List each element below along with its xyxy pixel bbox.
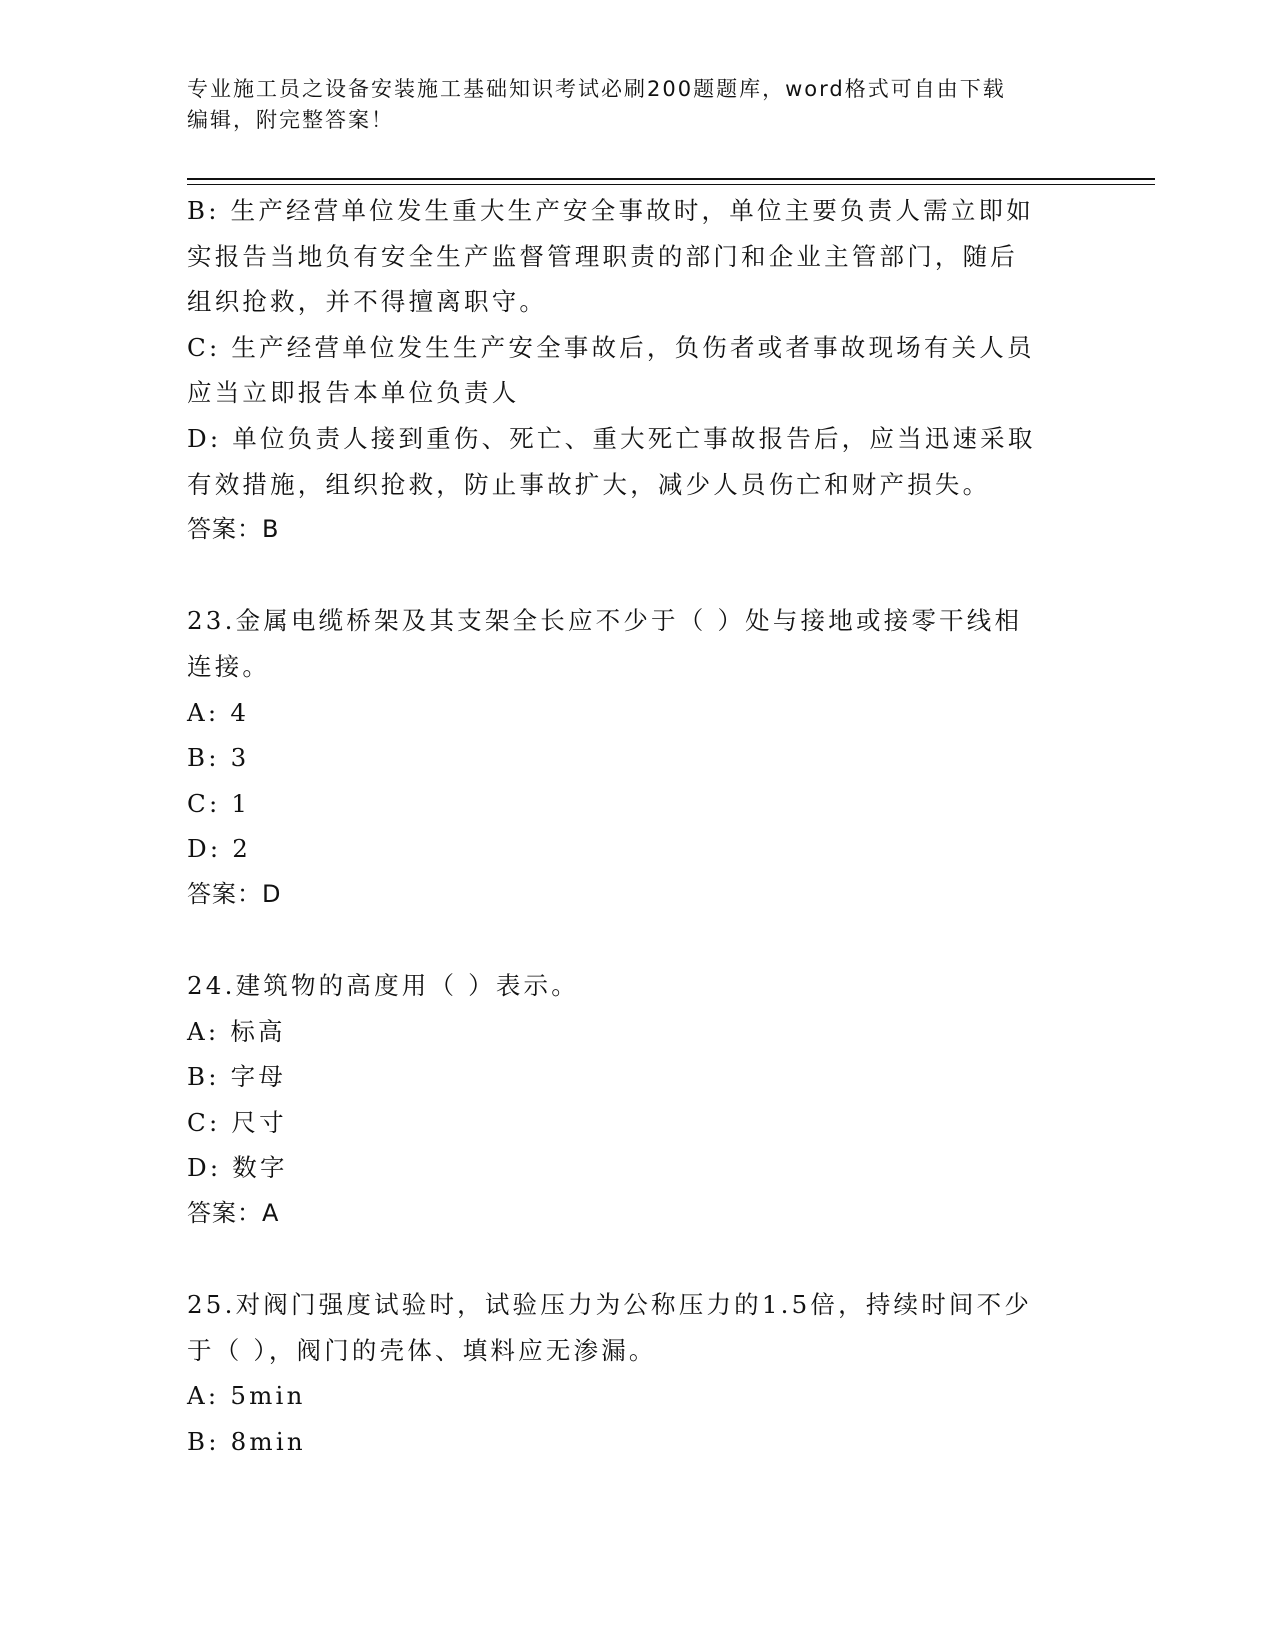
spacer xyxy=(187,918,1087,964)
q23-option-a: A: 4 xyxy=(187,697,250,727)
q22-answer: 答案：B xyxy=(187,515,280,544)
q23-option-d: D: 2 xyxy=(187,834,252,864)
q22-option-b-line-3: 组织抢救，并不得擅离职守。 xyxy=(187,287,548,317)
q24-stem-line-1: 24.建筑物的高度用（ ）表示。 xyxy=(187,971,579,1001)
q22-option-b-line-1: B: 生产经营单位发生重大生产安全事故时，单位主要负责人需立即如 xyxy=(187,196,1034,225)
q22-option-c-line-2: 应当立即报告本单位负责人 xyxy=(187,378,520,408)
q24-option-c: C: 尺寸 xyxy=(187,1107,287,1137)
q22-option-b-line-2: 实报告当地负有安全生产监督管理职责的部门和企业主管部门，随后 xyxy=(187,241,1018,271)
q22-option-c-line-1: C: 生产经营单位发生生产安全事故后，负伤者或者事故现场有关人员 xyxy=(187,332,1035,362)
header-divider-thick xyxy=(187,178,1155,180)
q24-option-d: D: 数字 xyxy=(187,1153,288,1183)
q23-stem-line-2: 连接。 xyxy=(187,651,271,681)
q23-option-b: B: 3 xyxy=(187,743,250,773)
spacer xyxy=(187,553,1087,599)
q25-stem-line-2: 于（ ），阀门的壳体、填料应无渗漏。 xyxy=(187,1335,657,1365)
q25-option-a: A: 5min xyxy=(187,1381,306,1411)
q22-option-d-line-1: D: 单位负责人接到重伤、死亡、重大死亡事故报告后，应当迅速采取 xyxy=(187,423,1036,453)
spacer xyxy=(187,1237,1087,1283)
header-title-line-2: 编辑，附完整答案！ xyxy=(187,108,394,132)
document-header xyxy=(187,74,1087,136)
header-divider-thin xyxy=(187,184,1155,185)
q24-answer: 答案：A xyxy=(187,1199,280,1228)
q22-option-d-line-2: 有效措施，组织抢救，防止事故扩大，减少人员伤亡和财产损失。 xyxy=(187,469,991,499)
header-title-line-1: 专业施工员之设备安装施工基础知识考试必刷200题题库，word格式可自由下载 xyxy=(187,77,1006,101)
q25-option-b: B: 8min xyxy=(187,1427,306,1457)
q23-stem-line-1: 23.金属电缆桥架及其支架全长应不少于（ ）处与接地或接零干线相 xyxy=(187,606,1023,636)
q24-option-b: B: 字母 xyxy=(187,1062,287,1092)
q25-stem-line-1: 25.对阀门强度试验时，试验压力为公称压力的1.5倍，持续时间不少 xyxy=(187,1290,1033,1320)
q24-option-a: A: 标高 xyxy=(187,1016,286,1046)
q23-answer: 答案：D xyxy=(187,879,282,908)
question-list xyxy=(187,188,1087,1465)
q23-option-c: C: 1 xyxy=(187,788,251,818)
